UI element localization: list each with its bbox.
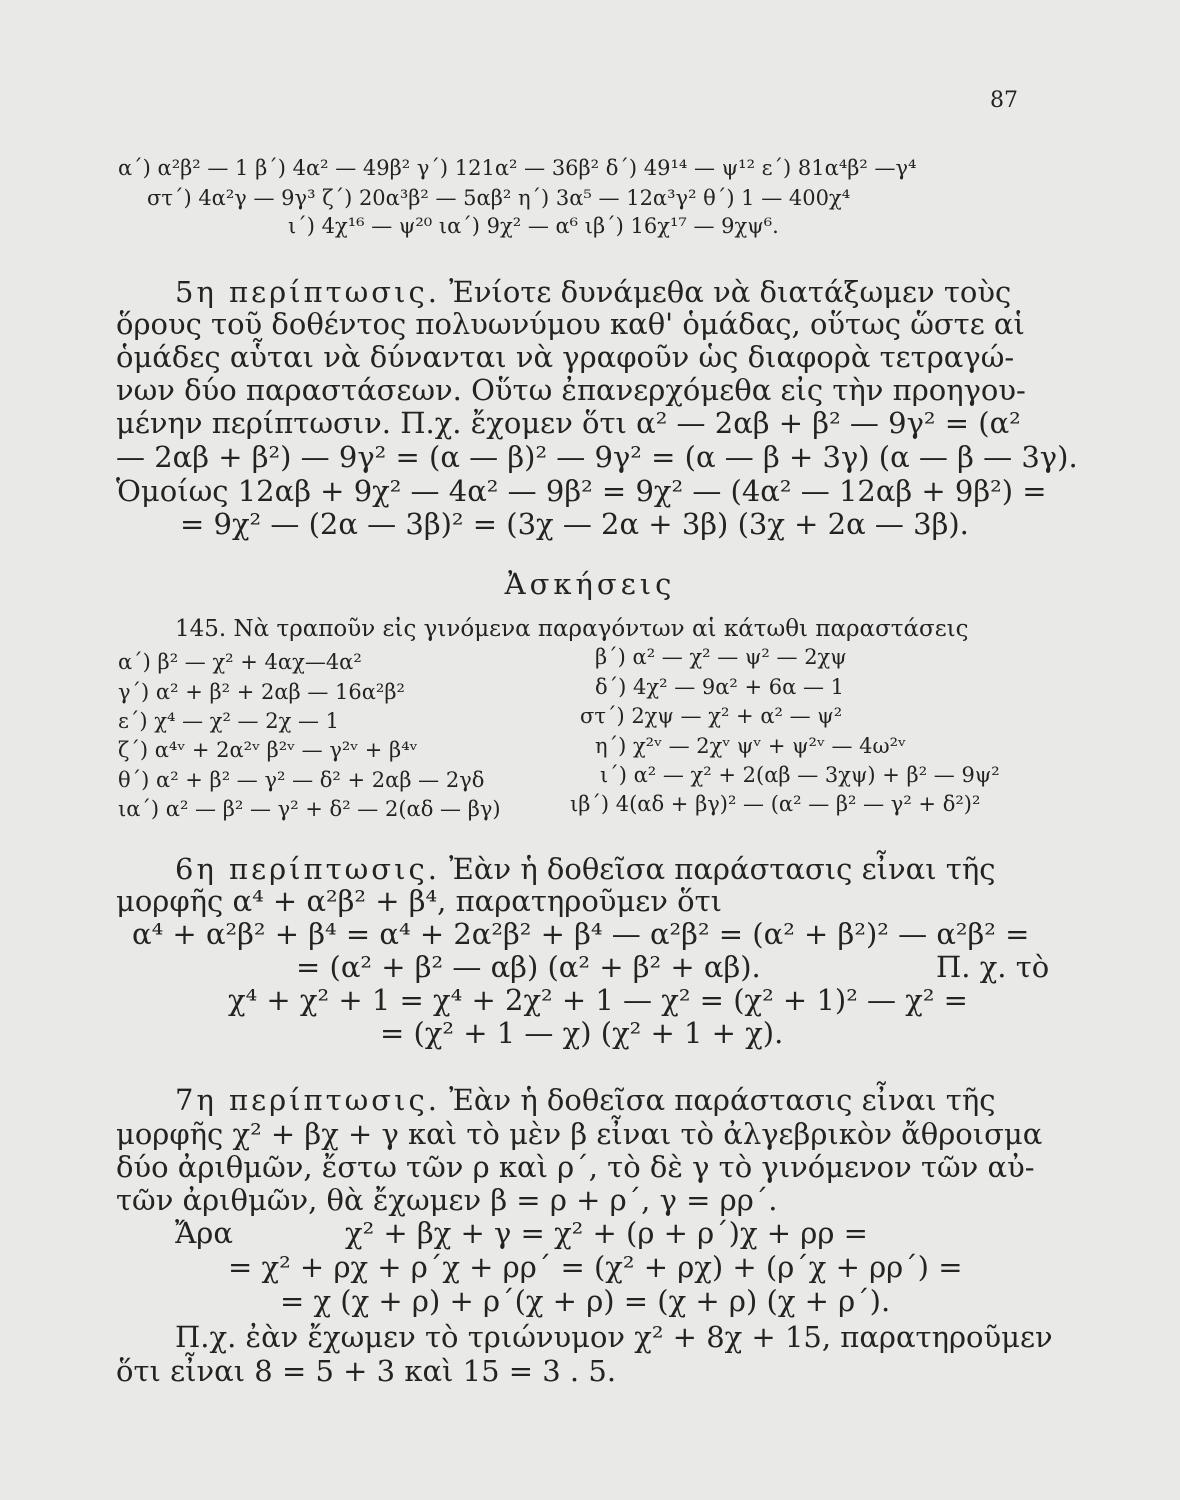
case5-line: ὁμάδες αὗται νὰ δύνανται νὰ γραφοῦν ὡς διαφορὰ τετραγώ- (116, 340, 1015, 374)
exercise-item: γ΄) α² + β² + 2αβ — 16α²β² (118, 680, 405, 704)
case6-line: = (α² + β² — αβ) (α² + β² + αβ). (296, 950, 761, 984)
exercise-item: ζ΄) α⁴ᵛ + 2α²ᵛ β²ᵛ — γ²ᵛ + β⁴ᵛ (118, 738, 418, 762)
exercise-item: β΄) α² — χ² — ψ² — 2χψ (595, 645, 847, 669)
case5-line: — 2αβ + β²) — 9γ² = (α — β)² — 9γ² = (α — β + 3γ) (α — β — 3γ). (116, 440, 1078, 474)
exercise-item: δ΄) 4χ² — 9α² + 6α — 1 (595, 675, 845, 699)
case7-line: μορφῆς χ² + βχ + γ καὶ τὸ μὲν β εἶναι τὸ ἀλγεβρικὸν ἄθροισμα (116, 1117, 1043, 1151)
case7-line: τῶν ἀριθμῶν, θὰ ἔχωμεν β = ρ + ρ΄, γ = ρρ΄. (116, 1183, 778, 1217)
case6-line: α⁴ + α²β² + β⁴ = α⁴ + 2α²β² + β⁴ — α²β² = (α² + β²)² — α²β² = (132, 917, 1030, 951)
exercise-item: στ΄) 2χψ — χ² + α² — ψ² (580, 704, 843, 728)
case7-text: Ἐὰν ἡ δοθεῖσα παράστασις εἶναι τῆς (449, 1083, 996, 1117)
answers-line: α΄) α²β² — 1 β΄) 4α² — 49β² γ΄) 121α² — 36β² δ΄) 49¹⁴ — ψ¹² ε΄) 81α⁴β² —γ⁴ (118, 156, 917, 180)
exercise-item: η΄) χ²ᵛ — 2χᵛ ψᵛ + ψ²ᵛ — 4ω²ᵛ (595, 734, 906, 758)
case7-first-line (175, 1083, 995, 1117)
exercise-item: ιβ΄) 4(αδ + βγ)² — (α² — β² — γ² + δ²)² (570, 792, 981, 816)
case7-label: 7η περίπτωσις. (175, 1083, 440, 1117)
case6-text: Ἐὰν ἡ δοθεῖσα παράστασις εἶναι τῆς (449, 852, 996, 886)
case6-line: μορφῆς α⁴ + α²β² + β⁴, παρατηροῦμεν ὅτι (116, 884, 723, 918)
case5-line: = 9χ² — (2α — 3β)² = (3χ — 2α + 3β) (3χ + 2α — 3β). (180, 507, 969, 541)
answers-line: ι΄) 4χ¹⁶ — ψ²⁰ ια΄) 9χ² — α⁶ ιβ΄) 16χ¹⁷ — 9χψ⁶. (288, 214, 779, 238)
page-number: 87 (990, 88, 1018, 113)
case5-first-line (175, 275, 1011, 309)
case6-line: = (χ² + 1 — χ) (χ² + 1 + χ). (380, 1016, 784, 1050)
case7-line: χ² + βχ + γ = χ² + (ρ + ρ΄)χ + ρρ = (345, 1216, 868, 1250)
case5-line: μένην περίπτωσιν. Π.χ. ἔχομεν ὅτι α² — 2αβ + β² — 9γ² = (α² (116, 406, 1021, 440)
exercise-item: ι΄) α² — χ² + 2(αβ — 3χψ) + β² — 9ψ² (600, 763, 1000, 787)
case7-line: Π.χ. ἐὰν ἔχωμεν τὸ τριώνυμον χ² + 8χ + 15, παρατηροῦμεν (175, 1320, 1053, 1354)
case7-line: Ἄρα (175, 1216, 233, 1250)
answers-line: στ΄) 4α²γ — 9γ³ ζ΄) 20α³β² — 5αβ² η΄) 3α⁵ — 12α³γ² θ΄) 1 — 400χ⁴ (147, 186, 851, 210)
case7-line: = χ² + ρχ + ρ΄χ + ρρ΄ = (χ² + ρχ) + (ρ΄χ + ρρ΄) = (228, 1250, 963, 1284)
exercise-item: α΄) β² — χ² + 4αχ—4α² (118, 650, 362, 674)
exercise-item: ε΄) χ⁴ — χ² — 2χ — 1 (118, 709, 340, 733)
exercise-item: ια΄) α² — β² — γ² + δ² — 2(αδ — βγ) (118, 797, 501, 821)
case5-line: ὅρους τοῦ δοθέντος πολυωνύμου καθ' ὁμάδας, οὕτως ὥστε αἱ (116, 307, 1025, 341)
case7-line: = χ (χ + ρ) + ρ΄(χ + ρ) = (χ + ρ) (χ + ρ΄). (280, 1284, 891, 1318)
case6-label: 6η περίπτωσις. (175, 852, 440, 886)
case5-text: Ἐνίοτε δυνάμεθα νὰ διατάξωμεν τοὺς (449, 275, 1012, 309)
exercises-heading: Ἀσκήσεις (504, 567, 676, 601)
exercise-intro: 145. Νὰ τραποῦν εἰς γινόμενα παραγόντων αἱ κάτωθι παραστάσεις (175, 616, 969, 642)
exercise-item: θ΄) α² + β² — γ² — δ² + 2αβ — 2γδ (118, 768, 485, 792)
case7-line: δύο ἀριθμῶν, ἔστω τῶν ρ καὶ ρ΄, τὸ δὲ γ τὸ γινόμενον τῶν αὐ- (116, 1150, 1035, 1184)
case6-first-line (175, 852, 995, 886)
case5-line: Ὁμοίως 12αβ + 9χ² — 4α² — 9β² = 9χ² — (4α² — 12αβ + 9β²) = (116, 474, 1047, 508)
case6-line: χ⁴ + χ² + 1 = χ⁴ + 2χ² + 1 — χ² = (χ² + 1)² — χ² = (228, 983, 968, 1017)
case5-label: 5η περίπτωσις. (175, 275, 440, 309)
case6-line: Π. χ. τὸ (936, 950, 1050, 984)
case5-line: νων δύο παραστάσεων. Οὕτω ἐπανερχόμεθα εἰς τὴν προηγου- (116, 373, 1026, 407)
case7-line: ὅτι εἶναι 8 = 5 + 3 καὶ 15 = 3 . 5. (116, 1354, 617, 1388)
